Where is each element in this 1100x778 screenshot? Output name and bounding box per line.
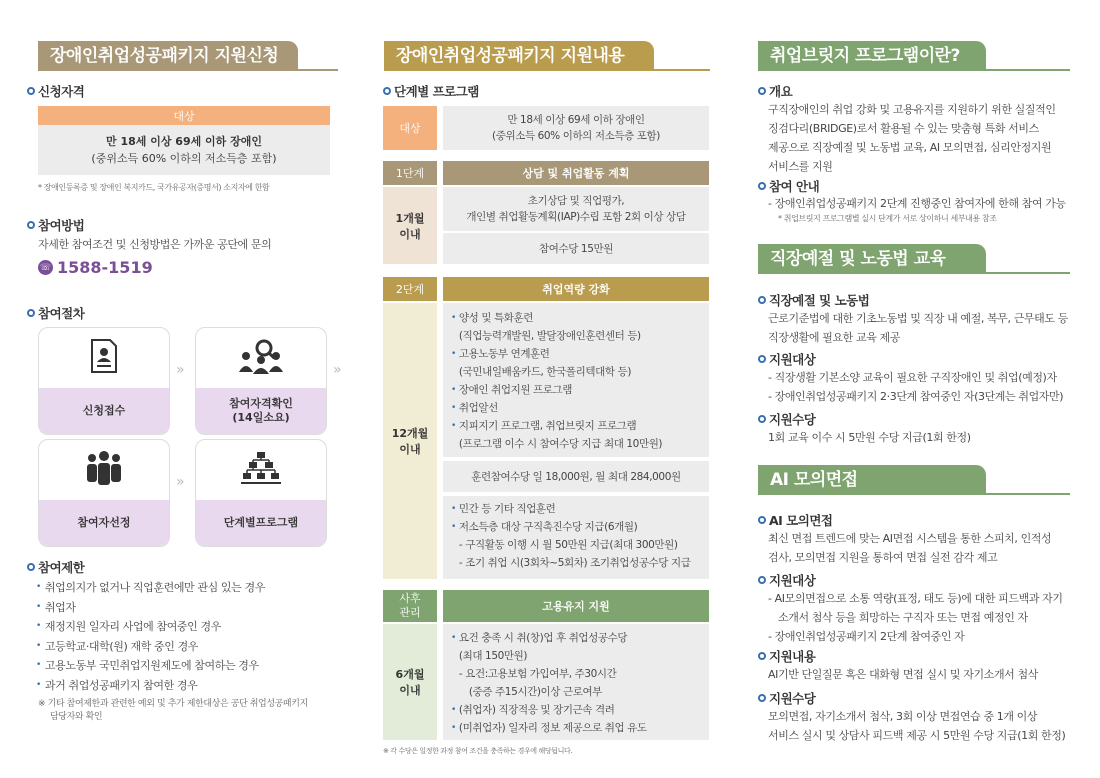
list-item: • 장애인 취업지원 프로그램 bbox=[451, 384, 572, 396]
people-search-icon bbox=[236, 338, 286, 374]
group-icon bbox=[84, 450, 124, 486]
bullet-icon bbox=[758, 576, 766, 584]
step-program bbox=[195, 439, 327, 547]
list-item: • 취업알선 bbox=[451, 402, 498, 414]
col1-title: 장애인취업성공패키지 지원신청 bbox=[38, 41, 298, 71]
step-apply bbox=[38, 327, 170, 435]
list-item: • 양성 및 특화훈련 (직업능력개발원, 발달장애인훈련센터 등) bbox=[451, 312, 641, 342]
ai-content-heading: 지원내용 bbox=[758, 647, 815, 665]
bullet-icon bbox=[27, 563, 35, 571]
bullet-icon bbox=[758, 355, 766, 363]
col3-rule1 bbox=[758, 69, 1070, 71]
stage1-body: 초기상담 및 직업평가, 개인별 취업활동계획(IAP)수립 포함 2회 이상 상담 bbox=[443, 187, 709, 231]
list-item: • 저소득층 대상 구직촉진수당 지급(6개월) - 구직활동 이행 시 월 50만원 지급(최대 300만원) - 조기 취업 시(3회차~5회차) 조기취업성공수당 지급 bbox=[451, 521, 691, 569]
list-item: • 취업자 bbox=[36, 600, 76, 614]
list-item: • (취업자) 직장적응 및 장기근속 격려 bbox=[451, 704, 615, 716]
etq-allow-heading: 지원수당 bbox=[758, 410, 815, 428]
etq-target-heading: 지원대상 bbox=[758, 350, 815, 368]
chevron-right-icon: » bbox=[176, 362, 185, 378]
etq-allow-text: 1회 교육 이수 시 5만원 수당 지급(1회 한정) bbox=[768, 431, 971, 444]
stage2-period: 12개월 이내 bbox=[383, 303, 437, 579]
method-text: 자세한 참여조건 및 신청방법은 가까운 공단에 문의 bbox=[38, 238, 272, 251]
list-item: • 고용노동부 연계훈련 (국민내일배움카드, 한국폴리텍대학 등) bbox=[451, 348, 632, 378]
target-line1: 만 18세 이상 69세 이하 장애인 bbox=[105, 135, 263, 148]
col2-title: 장애인취업성공패키지 지원내용 bbox=[384, 41, 654, 71]
phone-icon: ☏ bbox=[38, 260, 53, 275]
etiquette-heading: 직장예절 및 노동법 bbox=[758, 291, 869, 309]
stage1-label: 1단계 bbox=[383, 161, 437, 185]
chevron-right-icon: » bbox=[333, 362, 342, 378]
ai-heading: AI 모의면접 bbox=[758, 511, 832, 529]
step-label: 참여자선정 bbox=[39, 500, 169, 546]
join-text: - 장애인취업성공패키지 2단계 진행중인 참여자에 한해 참여 가능 bbox=[768, 197, 1066, 210]
stage1-header: 상담 및 취업활동 계획 bbox=[443, 161, 709, 185]
target-line2: (중위소득 60% 이하의 저소득층 포함) bbox=[91, 152, 277, 165]
bullet-icon bbox=[27, 87, 35, 95]
stage3-label: 사후 관리 bbox=[383, 590, 437, 622]
ai-target-text: - AI모의면접으로 소통 역량(표정, 태도 등)에 대한 피드백과 자기 소개서 첨삭 등을 희망하는 구직자 또는 면접 예정인 자 - 장애인취업성공패키지 2단계 참여중인 자 bbox=[768, 592, 1063, 643]
target-note: * 장애인등록증 및 장애인 복지카드, 국가유공자(증명서) 소지자에 한함 bbox=[38, 183, 270, 192]
bullet-icon bbox=[758, 652, 766, 660]
restrict-heading: 참여제한 bbox=[27, 558, 84, 576]
join-note: * 취업브릿지 프로그램별 실시 단계가 서로 상이하니 세부내용 참조 bbox=[778, 214, 997, 223]
list-item: • 지피지기 프로그램, 취업브릿지 프로그램 (프로그램 이수 시 참여수당 지급 최대 10만원) bbox=[451, 420, 663, 450]
stage-footnote: ※ 각 수당은 일정한 과정 참여 조건을 충족하는 경우에 해당됩니다. bbox=[383, 747, 573, 755]
stage2-allowance: 훈련참여수당 일 18,000원, 월 최대 284,000원 bbox=[443, 461, 709, 492]
join-heading: 참여 안내 bbox=[758, 177, 819, 195]
ai-content-text: AI기반 단일질문 혹은 대화형 면접 실시 및 자기소개서 첨삭 bbox=[768, 668, 1038, 681]
bullet-icon bbox=[27, 309, 35, 317]
restrict-list bbox=[36, 578, 265, 695]
target-label: 대상 bbox=[38, 106, 330, 125]
col3-title1: 취업브릿지 프로그램이란? bbox=[758, 41, 986, 71]
proc-heading: 참여절차 bbox=[27, 304, 84, 322]
bullet-icon bbox=[27, 221, 35, 229]
bullet-icon bbox=[758, 415, 766, 423]
bullet-icon bbox=[383, 87, 391, 95]
col2-rule bbox=[384, 69, 710, 71]
bullet-icon bbox=[758, 87, 766, 95]
bullet-icon bbox=[758, 182, 766, 190]
stage2-extra bbox=[443, 496, 709, 579]
document-icon bbox=[90, 338, 118, 374]
stage2-label: 2단계 bbox=[383, 277, 437, 301]
list-item: • 요건 충족 시 취(창)업 후 취업성공수당 (최대 150만원) - 요건:고용보험 가입여부, 주30시간 (중증 주15시간)이상 근로여부 bbox=[451, 632, 628, 698]
list-item: • 민간 등 기타 직업훈련 bbox=[451, 503, 556, 515]
col3-rule3 bbox=[758, 493, 1070, 495]
ai-target-heading: 지원대상 bbox=[758, 571, 815, 589]
chevron-right-icon: » bbox=[176, 474, 185, 490]
col1-rule bbox=[38, 69, 338, 71]
overview-heading: 개요 bbox=[758, 82, 792, 100]
col3-rule2 bbox=[758, 272, 1070, 274]
step-verify bbox=[195, 327, 327, 435]
stage3-period: 6개월 이내 bbox=[383, 624, 437, 740]
list-item: • 고등학교·대학(원) 재학 중인 경우 bbox=[36, 639, 199, 653]
step-label: 단계별프로그램 bbox=[196, 500, 326, 546]
list-item: • 취업의지가 없거나 직업훈련에만 관심 있는 경우 bbox=[36, 581, 265, 594]
step-select bbox=[38, 439, 170, 547]
qual-heading: 신청자격 bbox=[27, 82, 84, 100]
col3-title3: AI 모의면접 bbox=[758, 465, 986, 495]
ai-text: 최신 면접 트렌드에 맞는 AI면접 시스템을 통한 스피치, 인적성 검사, 모의면접 지원을 통하여 면접 실전 감각 제고 bbox=[768, 532, 1052, 564]
etiquette-text: 근로기준법에 대한 기초노동법 및 직장 내 예절, 복무, 근무태도 등 직장생활에 필요한 교육 제공 bbox=[768, 312, 1068, 344]
stage1-allowance: 참여수당 15만원 bbox=[443, 233, 709, 264]
stage-target-box: 만 18세 이상 69세 이하 장애인 (중위소득 60% 이하의 저소득층 포함) bbox=[443, 106, 709, 150]
stage1-period: 1개월 이내 bbox=[383, 187, 437, 264]
bullet-icon bbox=[758, 694, 766, 702]
step-label: 참여자격확인 (14일소요) bbox=[196, 388, 326, 434]
stage3-body bbox=[443, 624, 709, 740]
stage-target-label: 대상 bbox=[383, 106, 437, 150]
phone-row[interactable] bbox=[38, 258, 153, 277]
phone-number: 1588-1519 bbox=[57, 258, 153, 277]
stage2-header: 취업역량 강화 bbox=[443, 277, 709, 301]
method-heading: 참여방법 bbox=[27, 216, 84, 234]
list-item: • 고용노동부 국민취업지원제도에 참여하는 경우 bbox=[36, 659, 259, 672]
bullet-icon bbox=[758, 516, 766, 524]
ai-allow-text: 모의면접, 자기소개서 첨삭, 3회 이상 면접연습 중 1개 이상 서비스 실시 및 상담사 피드백 제공 시 5만원 수당 지급(1회 한정) bbox=[768, 710, 1066, 742]
list-item: • (미취업자) 일자리 정보 제공으로 취업 유도 bbox=[451, 722, 647, 734]
stage2-body bbox=[443, 303, 709, 457]
hierarchy-icon bbox=[241, 451, 281, 485]
etq-target-text: - 직장생활 기본소양 교육이 필요한 구직장애인 및 취업(예정)자 - 장애인취업성공패키지 2·3단계 참여중인 자(3단계는 취업자만) bbox=[768, 371, 1064, 403]
overview-text: 구직장애인의 취업 강화 및 고용유지를 지원하기 위한 실질적인 징검다리(BRIDGE)로서 활용될 수 있는 맞춤형 특화 서비스 제공으로 직장예절 및 노동법 교육, AI 모의면접, 심리안정지원 서비스를 지원 bbox=[768, 103, 1056, 173]
list-item: • 재정지원 일자리 사업에 참여중인 경우 bbox=[36, 620, 221, 633]
col3-title2: 직장예절 및 노동법 교육 bbox=[758, 244, 986, 274]
bullet-icon bbox=[758, 296, 766, 304]
restrict-note: ※ 기타 참여제한과 관련한 예외 및 추가 제한대상은 공단 취업성공패키지 담당자와 확인 bbox=[38, 699, 308, 722]
step-label: 신청접수 bbox=[39, 388, 169, 434]
list-item: • 과거 취업성공패키지 참여한 경우 bbox=[36, 678, 198, 692]
stage-heading: 단계별 프로그램 bbox=[383, 82, 479, 100]
target-box bbox=[38, 125, 330, 175]
ai-allow-heading: 지원수당 bbox=[758, 689, 815, 707]
stage3-header: 고용유지 지원 bbox=[443, 590, 709, 622]
